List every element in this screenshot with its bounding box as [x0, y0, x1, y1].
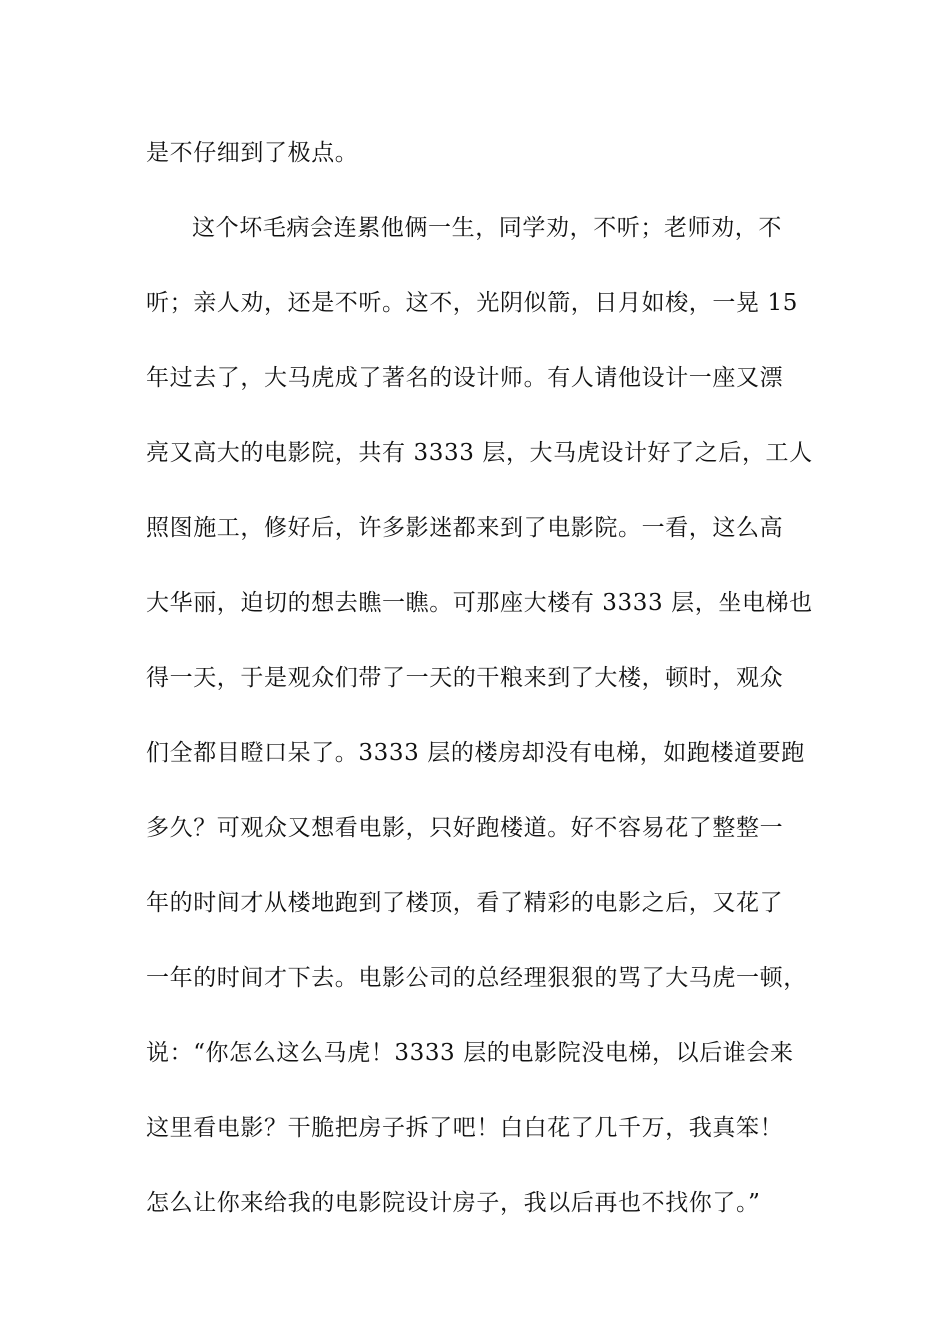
text-line: 大华丽，迫切的想去瞧一瞧。可那座大楼有 3333 层，坐电梯也 [146, 590, 813, 616]
text-line: 得一天，于是观众们带了一天的干粮来到了大楼，顿时，观众 [146, 665, 784, 691]
text-line: 怎么让你来给我的电影院设计房子，我以后再也不找你了。” [146, 1190, 761, 1216]
text-line: 照图施工，修好后，许多影迷都来到了电影院。一看，这么高 [146, 515, 784, 541]
text-line: 一年的时间才下去。电影公司的总经理狠狠的骂了大马虎一顿， [146, 965, 807, 991]
body-text [146, 127, 826, 1252]
text-line: 年过去了，大马虎成了著名的设计师。有人请他设计一座又漂 [146, 365, 784, 391]
text-line: 这个坏毛病会连累他俩一生，同学劝，不听；老师劝，不 [192, 215, 782, 241]
text-line: 年的时间才从楼地跑到了楼顶，看了精彩的电影之后，又花了 [146, 890, 784, 916]
text-line: 这里看电影？干脆把房子拆了吧！白白花了几千万，我真笨！ [146, 1115, 784, 1141]
text-line: 是不仔细到了极点。 [146, 140, 359, 166]
text-line: 多久？可观众又想看电影，只好跑楼道。好不容易花了整整一 [146, 815, 784, 841]
text-line: 亮又高大的电影院，共有 3333 层，大马虎设计好了之后，工人 [146, 440, 813, 466]
text-line: 说：“你怎么这么马虎！3333 层的电影院没电梯，以后谁会来 [146, 1040, 794, 1066]
text-line: 听；亲人劝，还是不听。这不，光阴似箭，日月如梭，一晃 15 [146, 290, 798, 316]
text-line: 们全都目瞪口呆了。3333 层的楼房却没有电梯，如跑楼道要跑 [146, 740, 805, 766]
